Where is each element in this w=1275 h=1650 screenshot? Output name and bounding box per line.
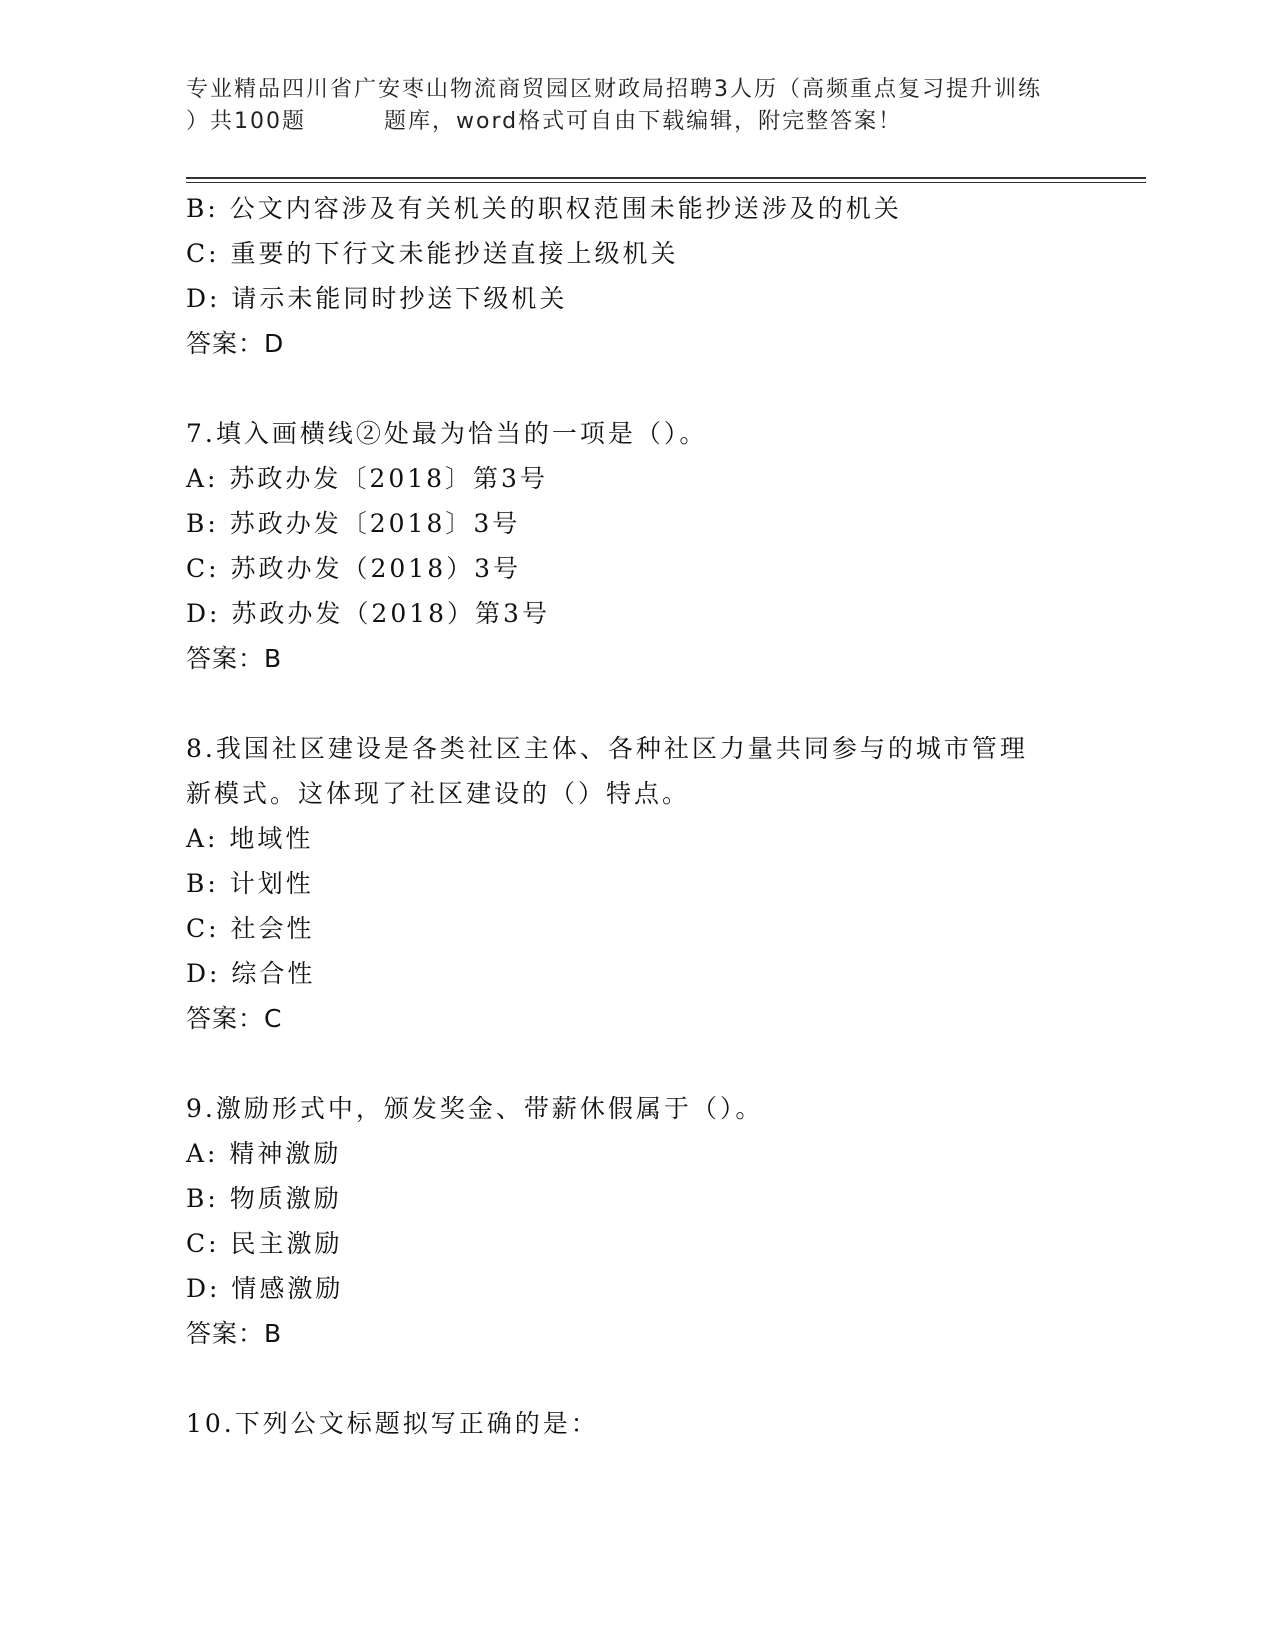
option-d: D: 苏政办发（2018）第3号 — [186, 599, 550, 628]
question-7 — [186, 411, 1146, 681]
question-text-line-1: 8.我国社区建设是各类社区主体、各种社区力量共同参与的城市管理 — [186, 734, 1028, 763]
spacer — [186, 1041, 1146, 1086]
option-d: D: 情感激励 — [186, 1274, 344, 1303]
spacer — [186, 681, 1146, 726]
question-9 — [186, 1086, 1146, 1356]
question-text: 7.填入画横线②处最为恰当的一项是（）。 — [186, 419, 708, 448]
answer: 答案：C — [186, 1004, 283, 1033]
option-b: B: 公文内容涉及有关机关的职权范围未能抄送涉及的机关 — [186, 194, 902, 223]
question-6-tail — [186, 186, 1146, 366]
option-c: C: 民主激励 — [186, 1229, 343, 1258]
option-a: A: 精神激励 — [186, 1139, 342, 1168]
question-text: 9.激励形式中，颁发奖金、带薪休假属于（）。 — [186, 1094, 764, 1123]
document-header — [186, 74, 1106, 138]
header-line-2 — [186, 106, 1106, 138]
option-b: B: 计划性 — [186, 869, 314, 898]
header-line-2-right: 题库，word格式可自由下载编辑，附完整答案！ — [384, 109, 903, 134]
question-text: 10.下列公文标题拟写正确的是： — [186, 1409, 599, 1438]
answer: 答案：B — [186, 1319, 283, 1348]
option-d: D: 请示未能同时抄送下级机关 — [186, 284, 568, 313]
answer: 答案：B — [186, 644, 283, 673]
option-c: C: 社会性 — [186, 914, 315, 943]
option-c: C: 重要的下行文未能抄送直接上级机关 — [186, 239, 679, 268]
answer: 答案：D — [186, 329, 285, 358]
header-divider-thin — [186, 182, 1146, 183]
header-line-2-left: ）共100题 — [186, 109, 306, 134]
spacer — [186, 1356, 1146, 1401]
option-a: A: 苏政办发〔2018〕第3号 — [186, 464, 548, 493]
option-b: B: 苏政办发〔2018〕3号 — [186, 509, 521, 538]
question-10 — [186, 1401, 1146, 1446]
header-line-1: 专业精品四川省广安枣山物流商贸园区财政局招聘3人历（高频重点复习提升训练 — [186, 77, 1042, 102]
question-text-line-2: 新模式。这体现了社区建设的（）特点。 — [186, 779, 691, 808]
option-b: B: 物质激励 — [186, 1184, 342, 1213]
question-8 — [186, 726, 1146, 1041]
option-c: C: 苏政办发（2018）3号 — [186, 554, 522, 583]
header-divider-thick — [186, 177, 1146, 179]
option-d: D: 综合性 — [186, 959, 316, 988]
question-list — [186, 186, 1146, 1446]
option-a: A: 地域性 — [186, 824, 314, 853]
spacer — [186, 366, 1146, 411]
